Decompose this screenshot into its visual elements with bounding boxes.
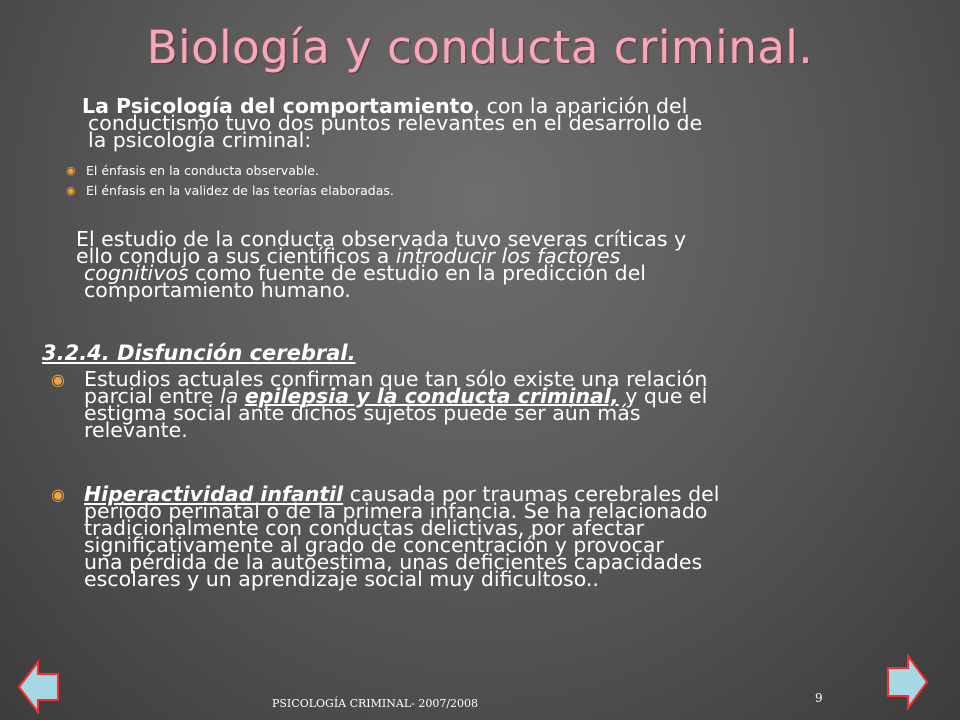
next-slide-button[interactable] bbox=[886, 654, 928, 710]
intro-rest: , con la aparición del bbox=[473, 94, 688, 118]
p2-line3b: como fuente de estudio en la predicción del bbox=[188, 261, 646, 285]
arrow-right-circle-icon: ◉ bbox=[51, 370, 65, 389]
bullet-epilepsy bbox=[84, 367, 884, 442]
cognitive-paragraph bbox=[76, 227, 876, 302]
b1-line2d: y que el bbox=[618, 384, 708, 408]
footer-text: PSICOLOGÍA CRIMINAL- 2007/2008 bbox=[272, 697, 479, 710]
b1-line4: relevante. bbox=[84, 418, 188, 442]
intro-line2: conductismo tuvo dos puntos relevantes en el desarrollo de bbox=[88, 111, 703, 135]
slide-title: Biología y conducta criminal. bbox=[146, 21, 814, 74]
intro-line3: la psicología criminal: bbox=[88, 128, 312, 152]
arrow-right-circle-icon: ◉ bbox=[66, 184, 76, 197]
b2-line1b: causada por traumas cerebrales del bbox=[343, 482, 720, 506]
arrow-right-circle-icon: ◉ bbox=[66, 164, 76, 177]
right-arrow-icon bbox=[886, 654, 928, 710]
intro-bold: La Psicología del comportamiento bbox=[82, 94, 474, 118]
p2-line4: comportamiento humano. bbox=[84, 278, 351, 302]
page-number: 9 bbox=[815, 691, 823, 705]
p2-line2b: introducir los factores bbox=[395, 244, 621, 268]
b2-line6: escolares y un aprendizaje social muy dificultoso.. bbox=[84, 567, 599, 591]
b1-line2b: la bbox=[220, 384, 239, 408]
arrow-right-circle-icon: ◉ bbox=[51, 485, 65, 504]
bullet-hyperactivity bbox=[84, 482, 884, 591]
b2-line3: tradicionalmente con conductas delictivas, por afectar bbox=[84, 516, 645, 540]
b1-line3: estigma social ante dichos sujetos puede ser aún más bbox=[84, 401, 641, 425]
b1-line2a: parcial entre bbox=[84, 384, 221, 408]
p2-line2a: ello condujo a sus científicos a bbox=[76, 244, 396, 268]
b2-line2: período perinatal o de la primera infancia. Se ha relacionado bbox=[84, 499, 708, 523]
p2-line3a: cognitivos bbox=[84, 261, 189, 285]
p2-line1: El estudio de la conducta observada tuvo severas críticas y bbox=[76, 227, 687, 251]
b2-line5: una pérdida de la autoestima, unas deficientes capacidades bbox=[84, 550, 703, 574]
small-bullet-1: El énfasis en la conducta observable. bbox=[86, 163, 319, 178]
small-bullet-2: El énfasis en la validez de las teorías elaboradas. bbox=[86, 183, 394, 198]
intro-paragraph bbox=[82, 94, 882, 152]
b1-line1: Estudios actuales confirman que tan sólo existe una relación bbox=[84, 367, 708, 391]
left-arrow-icon bbox=[18, 660, 60, 714]
previous-slide-button[interactable] bbox=[18, 660, 60, 714]
b2-line4: significativamente al grado de concentración y provocar bbox=[84, 533, 664, 557]
b1-line2c: epilepsia y la conducta criminal, bbox=[244, 384, 619, 408]
b2-line1a: Hiperactividad infantil bbox=[84, 482, 344, 506]
section-heading: 3.2.4. Disfunción cerebral. bbox=[42, 341, 356, 365]
